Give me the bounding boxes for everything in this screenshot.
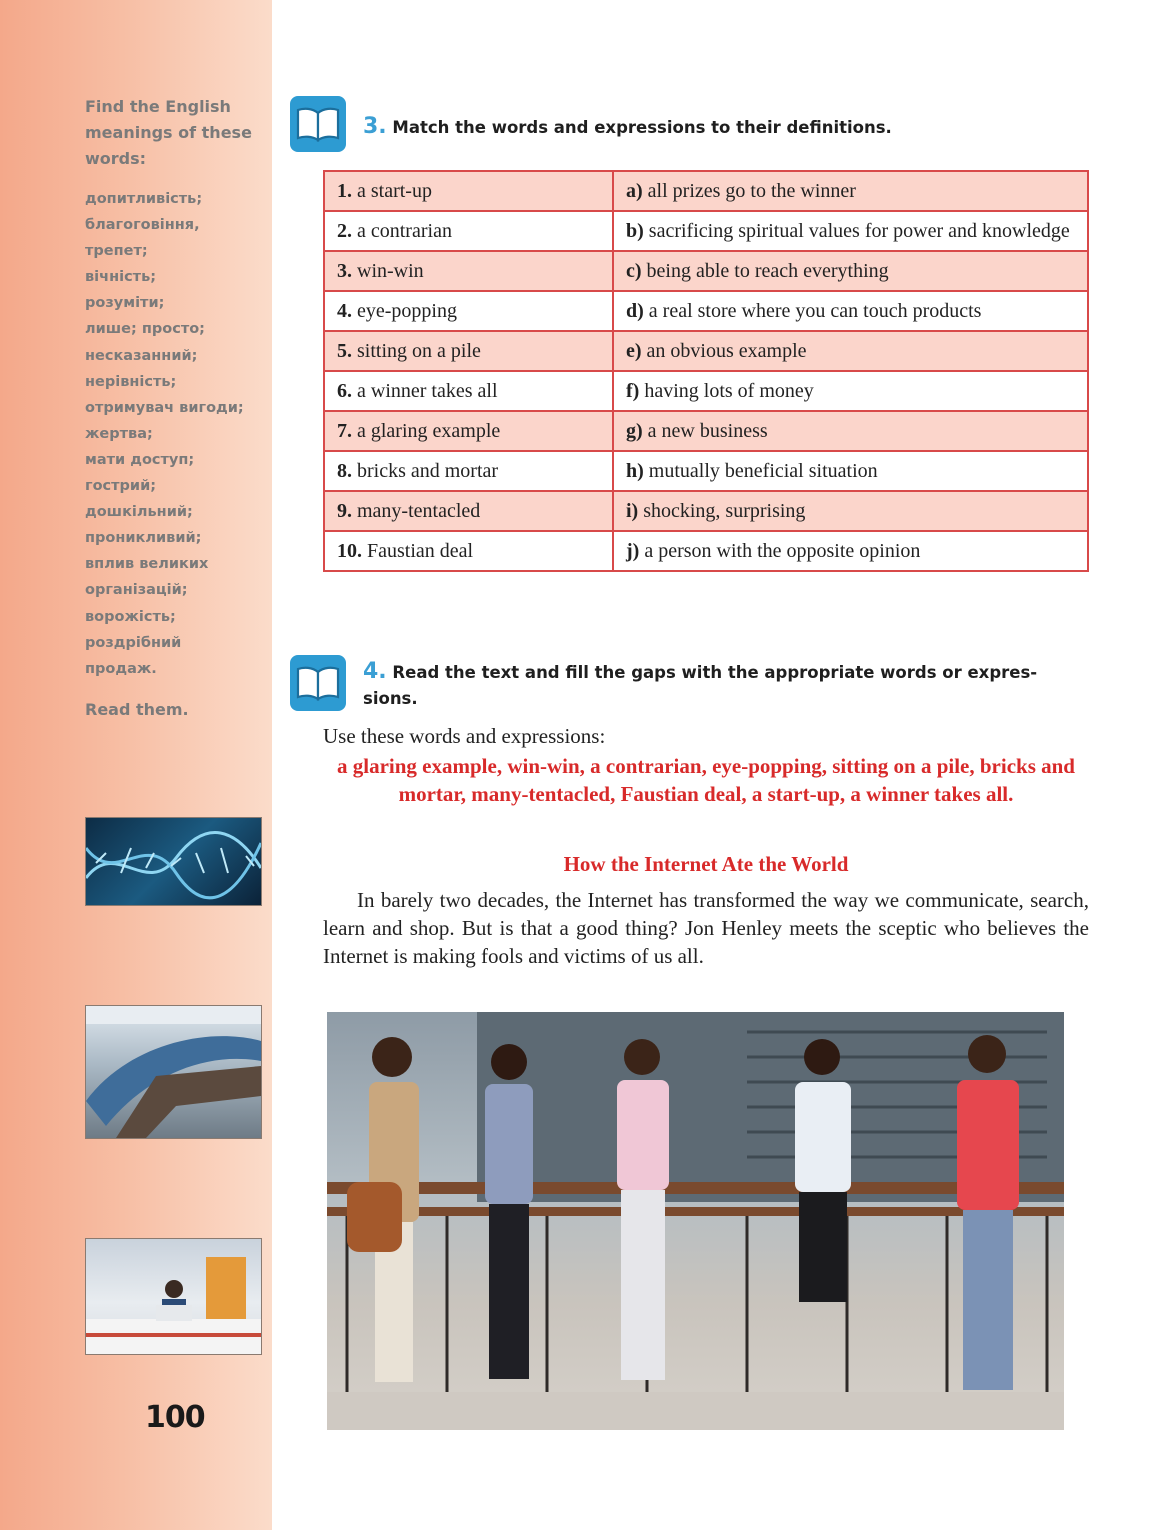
story-intro: In barely two decades, the Internet has transformed the way we communicate, search, learn and shop. But is that a good thing? Jon Henley meets the sceptic who believes the Internet is making fools and victims of us all. xyxy=(323,888,1089,968)
matching-table xyxy=(323,170,1089,572)
page-number: 100 xyxy=(145,1400,205,1435)
conveyor-warehouse-image xyxy=(85,1005,262,1139)
term-text: win-win xyxy=(357,260,424,282)
term-text: Faustian deal xyxy=(367,540,474,562)
definition-text: sacrificing spiritual values for power and knowledge xyxy=(648,220,1070,242)
term-text: bricks and mortar xyxy=(357,460,499,482)
term-cell xyxy=(324,371,613,411)
definition-text: a person with the opposite opinion xyxy=(644,540,921,562)
term-number: 2. xyxy=(337,220,352,242)
definition-text: an obvious example xyxy=(646,340,807,362)
sidebar-word-list xyxy=(85,186,270,682)
term-cell xyxy=(324,531,613,571)
exercise-3-instruction: Match the words and expressions to their definitions. xyxy=(392,118,892,137)
term-text: a glaring example xyxy=(357,420,501,442)
term-number: 3. xyxy=(337,260,352,282)
definition-text: a real store where you can touch products xyxy=(648,300,982,322)
term-number: 1. xyxy=(337,180,352,202)
sidebar-word: вплив великих xyxy=(85,556,209,573)
dna-helix-image xyxy=(85,817,262,906)
sidebar-word: лише; просто; xyxy=(85,321,205,338)
term-cell xyxy=(324,251,613,291)
table-row xyxy=(324,211,1088,251)
term-number: 4. xyxy=(337,300,352,322)
definition-cell xyxy=(613,251,1088,291)
table-row xyxy=(324,411,1088,451)
definition-text: mutually beneficial situation xyxy=(648,460,878,482)
term-number: 10. xyxy=(337,540,362,562)
term-number: 7. xyxy=(337,420,352,442)
sidebar-word: розуміти; xyxy=(85,295,165,312)
sidebar-word: дошкільний; xyxy=(85,504,193,521)
table-row xyxy=(324,171,1088,211)
sidebar-word: жертва; xyxy=(85,425,153,442)
term-text: eye-popping xyxy=(357,300,457,322)
sidebar-word: ворожість; xyxy=(85,608,176,625)
definition-text: all prizes go to the winner xyxy=(647,180,856,202)
sidebar-word: організацій; xyxy=(85,582,188,599)
sidebar-word: мати доступ; xyxy=(85,451,195,468)
sidebar-word: трепет; xyxy=(85,243,148,260)
sidebar-read-them: Read them. xyxy=(85,700,189,719)
office-worker-image xyxy=(85,1238,262,1355)
definition-letter: g) xyxy=(626,420,643,442)
term-cell xyxy=(324,211,613,251)
definition-text: having lots of money xyxy=(644,380,814,402)
term-cell xyxy=(324,491,613,531)
sidebar xyxy=(0,0,272,1530)
sidebar-word: нерівність; xyxy=(85,373,177,390)
definition-letter: h) xyxy=(626,460,644,482)
definition-letter: i) xyxy=(626,500,639,522)
definition-cell xyxy=(613,331,1088,371)
sidebar-word: гострий; xyxy=(85,478,157,495)
table-row xyxy=(324,491,1088,531)
term-text: a contrarian xyxy=(357,220,452,242)
exercise-4-title xyxy=(363,659,1089,712)
exercise-4-instruction: Read the text and fill the gaps with the appropriate words or expres- sions. xyxy=(363,663,1038,708)
sidebar-word: роздрібний xyxy=(85,634,182,651)
sidebar-word: допитливість; xyxy=(85,191,203,207)
definition-cell xyxy=(613,531,1088,571)
use-these-words-line: Use these words and expressions: xyxy=(323,724,606,748)
definition-cell xyxy=(613,291,1088,331)
definition-cell xyxy=(613,411,1088,451)
term-cell xyxy=(324,411,613,451)
term-cell xyxy=(324,291,613,331)
definition-letter: e) xyxy=(626,340,642,362)
term-cell xyxy=(324,451,613,491)
definition-letter: b) xyxy=(626,220,644,242)
term-text: a winner takes all xyxy=(357,380,498,402)
term-text: many-tentacled xyxy=(357,500,481,522)
definition-text: being able to reach everything xyxy=(646,260,889,282)
table-row xyxy=(324,291,1088,331)
term-cell xyxy=(324,331,613,371)
term-text: sitting on a pile xyxy=(357,340,481,362)
sidebar-word: отримувач вигоди; xyxy=(85,399,244,416)
definition-letter: a) xyxy=(626,180,643,202)
table-row xyxy=(324,251,1088,291)
term-number: 9. xyxy=(337,500,352,522)
definition-cell xyxy=(613,371,1088,411)
sidebar-word: проникливий; xyxy=(85,530,202,547)
exercise-4-number: 4. xyxy=(363,659,387,684)
table-row xyxy=(324,371,1088,411)
sidebar-word: продаж. xyxy=(85,660,157,677)
term-text: a start-up xyxy=(357,180,432,202)
definition-letter: c) xyxy=(626,260,642,282)
definition-text: a new business xyxy=(647,420,768,442)
sidebar-word: вічність; xyxy=(85,269,157,286)
definition-cell xyxy=(613,211,1088,251)
table-row xyxy=(324,331,1088,371)
definition-letter: j) xyxy=(626,540,640,562)
exercise-3-title xyxy=(363,114,892,141)
people-using-phones-photo xyxy=(327,1012,1064,1430)
definition-text: shocking, surprising xyxy=(643,500,806,522)
exercise-3-number: 3. xyxy=(363,114,387,139)
term-number: 6. xyxy=(337,380,352,402)
sidebar-word: благоговіння, xyxy=(85,217,200,234)
sidebar-heading: Find the English meanings of these words: xyxy=(85,97,252,168)
word-bank: a glaring example, win-win, a contrarian, eye-popping, sitting on a pile, bricks and mortar, many-tentacled, Faustian deal, a start-up, a winner takes all. xyxy=(337,754,1075,806)
story-title: How the Internet Ate the World xyxy=(563,852,849,876)
table-row xyxy=(324,451,1088,491)
term-number: 8. xyxy=(337,460,352,482)
sidebar-word: несказанний; xyxy=(85,347,198,364)
definition-cell xyxy=(613,491,1088,531)
definition-cell xyxy=(613,451,1088,491)
term-cell xyxy=(324,171,613,211)
definition-letter: f) xyxy=(626,380,640,402)
book-icon xyxy=(290,655,346,711)
book-icon xyxy=(290,96,346,152)
definition-letter: d) xyxy=(626,300,644,322)
table-row xyxy=(324,531,1088,571)
definition-cell xyxy=(613,171,1088,211)
term-number: 5. xyxy=(337,340,352,362)
